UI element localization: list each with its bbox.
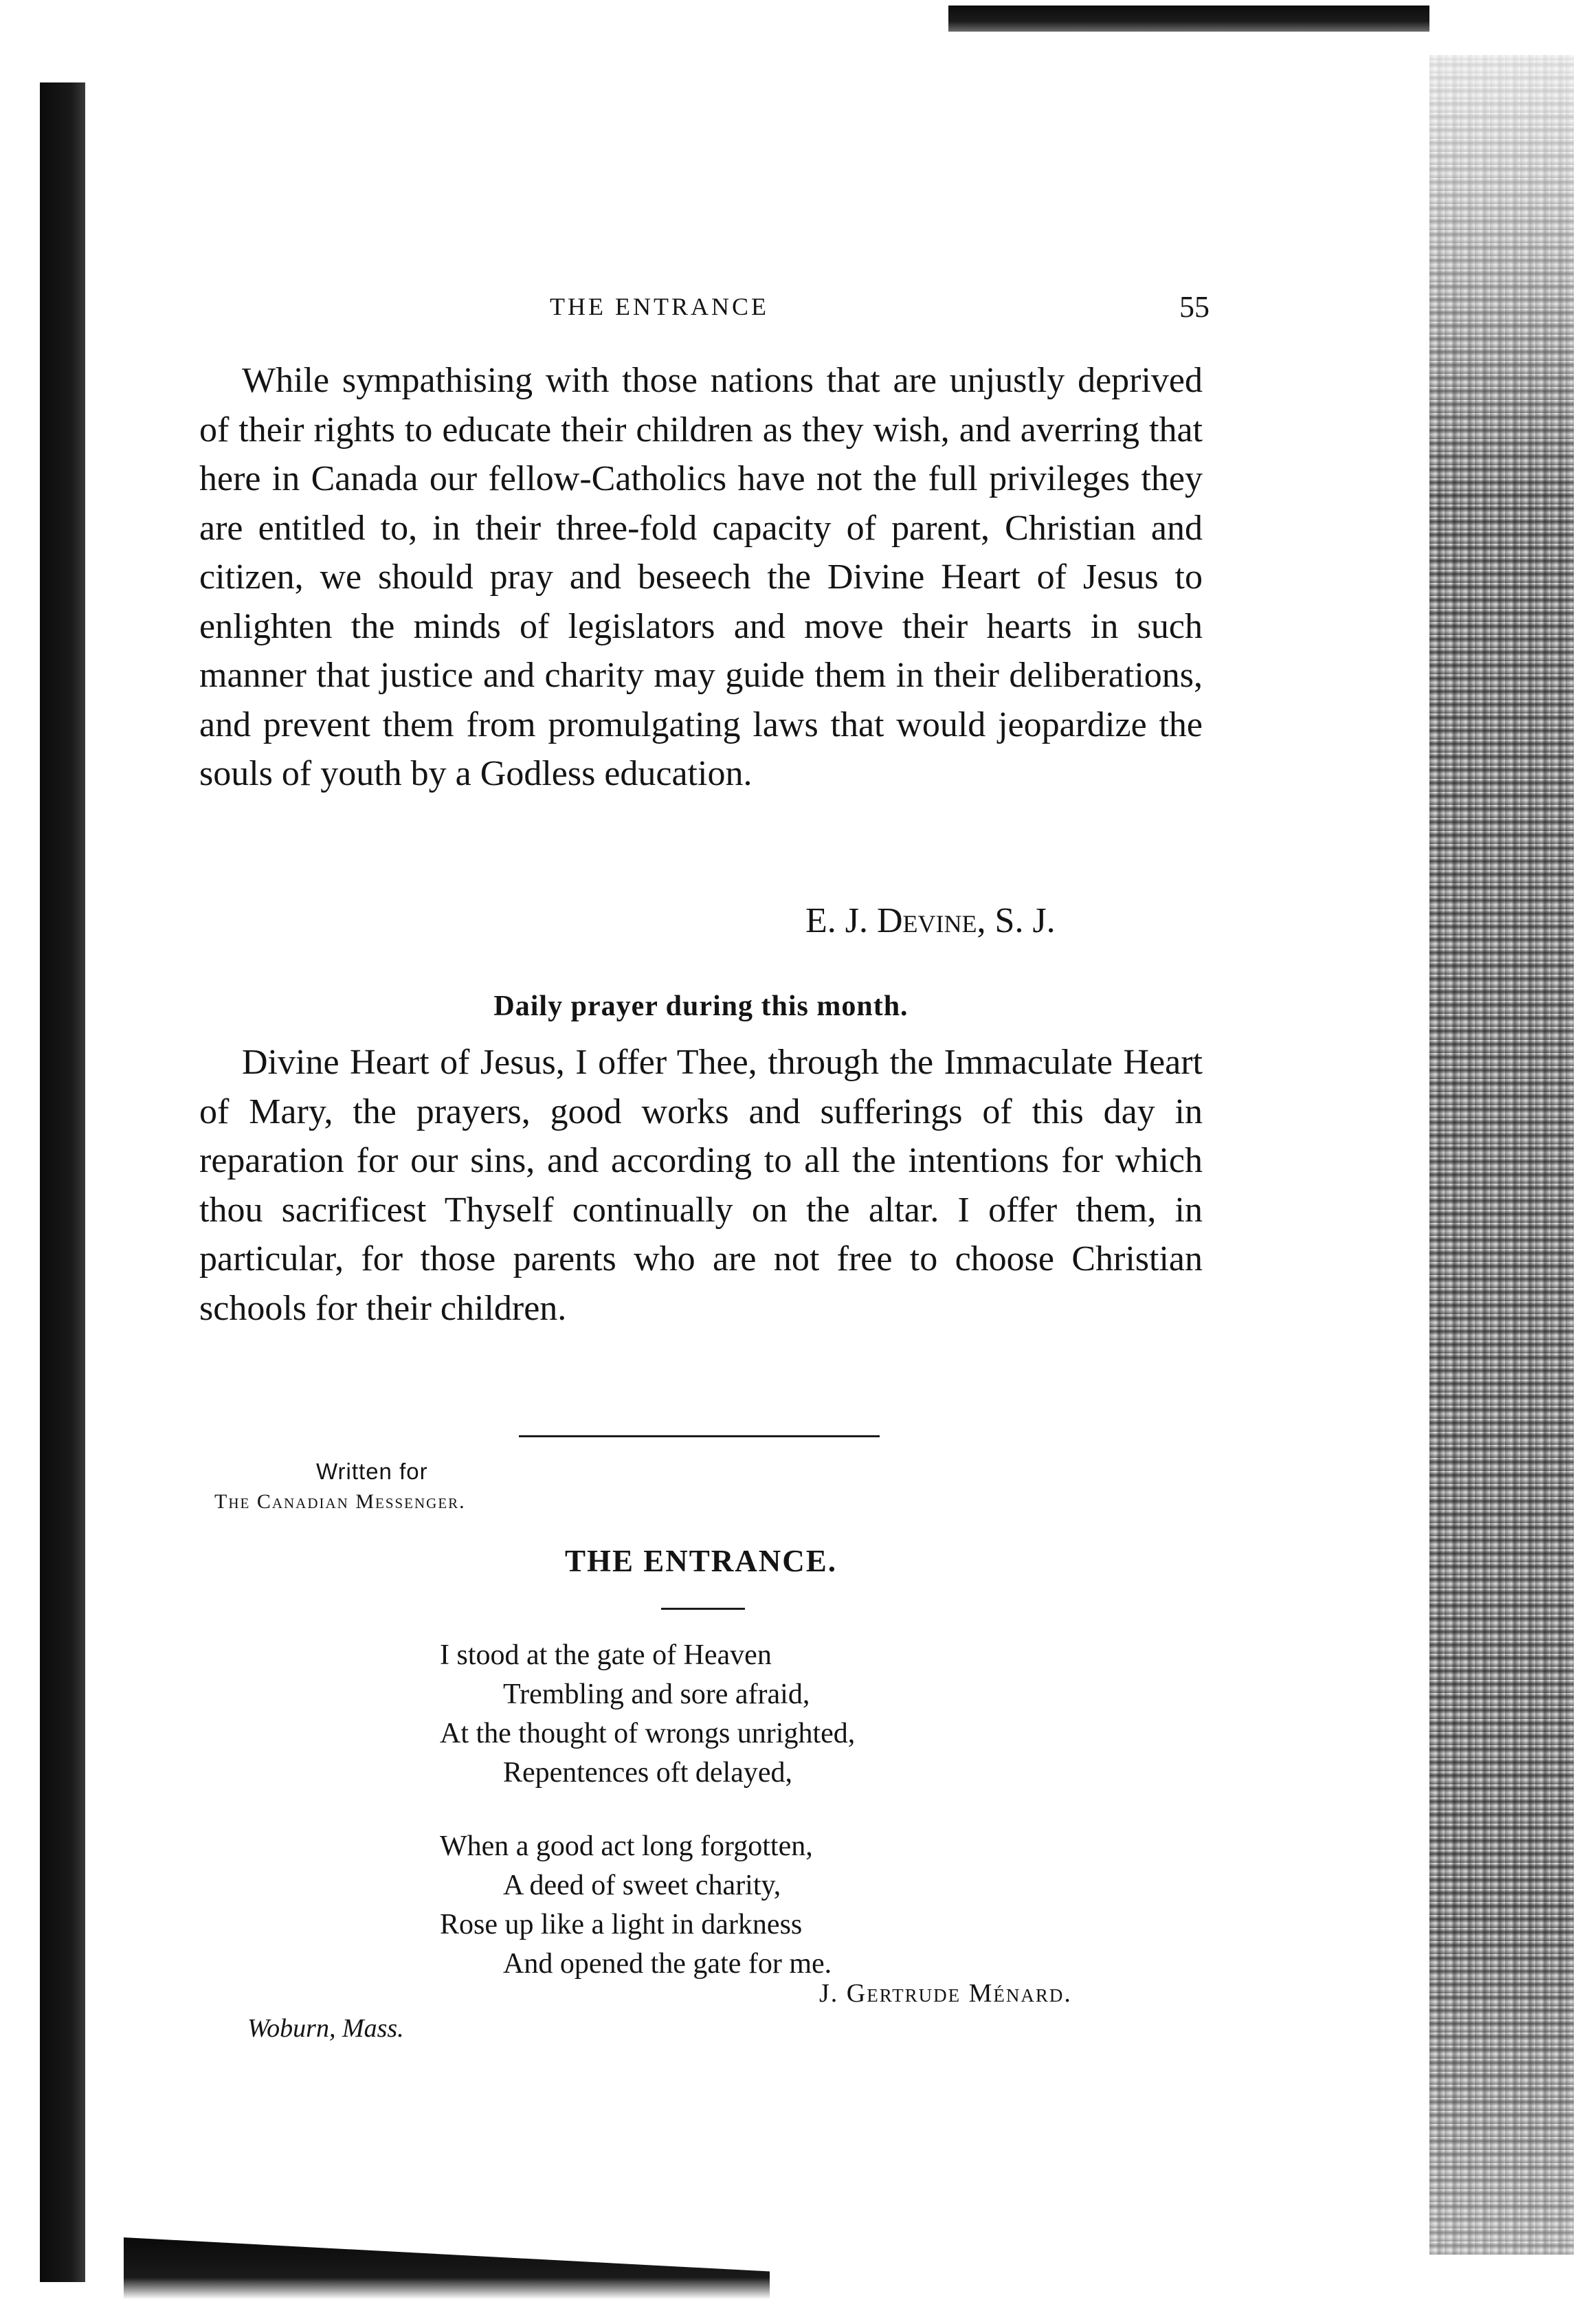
section-divider <box>519 1435 880 1437</box>
poem-line: Rose up like a light in darkness <box>440 1909 803 1940</box>
prayer-paragraph: Divine Heart of Jesus, I offer Thee, through the Immaculate Heart of Mary, the prayers, good works and sufferings of this day in reparation for our sins, and according to all the intentions for which thou sacrificest Thyself continually on the altar. I offer them, in particular, for those parents who are not free to choose Christian schools for their children. <box>199 1043 1203 1328</box>
poem-line: When a good act long forgotten, <box>440 1830 813 1862</box>
poem-line: At the thought of wrongs unrighted, <box>440 1718 856 1749</box>
article-paragraph: While sympathising with those nations that are unjustly deprived of their rights to educate their children as they wish, and averring that here in Canada our fellow-Catholics have not the full privileges they are entitled to, in their three-fold capacity of parent, Christian and citizen, we should pray and beseech the Divine Heart of Jesus to enlighten the minds of legislators and move their hearts in such manner that justice and charity may guide them in their deliberations, and prevent them from promulgating laws that would jeopardize the souls of youth by a Godless education. <box>199 361 1203 793</box>
scan-bottom-edge <box>124 2237 770 2299</box>
title-rule <box>661 1608 745 1610</box>
scan-top-edge <box>948 5 1429 32</box>
prayer-heading: Daily prayer during this month. <box>493 991 909 1022</box>
page-header <box>199 292 1210 333</box>
prayer-body <box>199 1038 1203 1333</box>
poem-stanza <box>440 1636 1196 1793</box>
poem-line: Trembling and sore afraid, <box>503 1679 810 1710</box>
poem-stanza <box>440 1827 1196 1984</box>
publication-name: The Canadian Messenger. <box>214 1490 466 1513</box>
written-for-label: Written for <box>316 1459 428 1484</box>
article-signature: E. J. Devine, S. J. <box>805 901 1056 940</box>
running-head: THE ENTRANCE <box>550 293 769 320</box>
poem-body <box>440 1636 1196 2018</box>
poem-title: THE ENTRANCE. <box>564 1544 838 1578</box>
scan-right-edge-speckle <box>1429 55 1574 2255</box>
poem-line: A deed of sweet charity, <box>503 1870 781 1901</box>
scan-left-edge <box>40 82 85 2282</box>
poem-place: Woburn, Mass. <box>247 2014 404 2043</box>
article-body <box>199 356 1203 799</box>
poem-line: Repentences oft delayed, <box>503 1757 792 1789</box>
poem-line: I stood at the gate of Heaven <box>440 1639 772 1671</box>
page-number: 55 <box>1179 290 1210 324</box>
poem-author: J. Gertrude Ménard. <box>819 1979 1072 2008</box>
poem-line: And opened the gate for me. <box>503 1948 832 1980</box>
